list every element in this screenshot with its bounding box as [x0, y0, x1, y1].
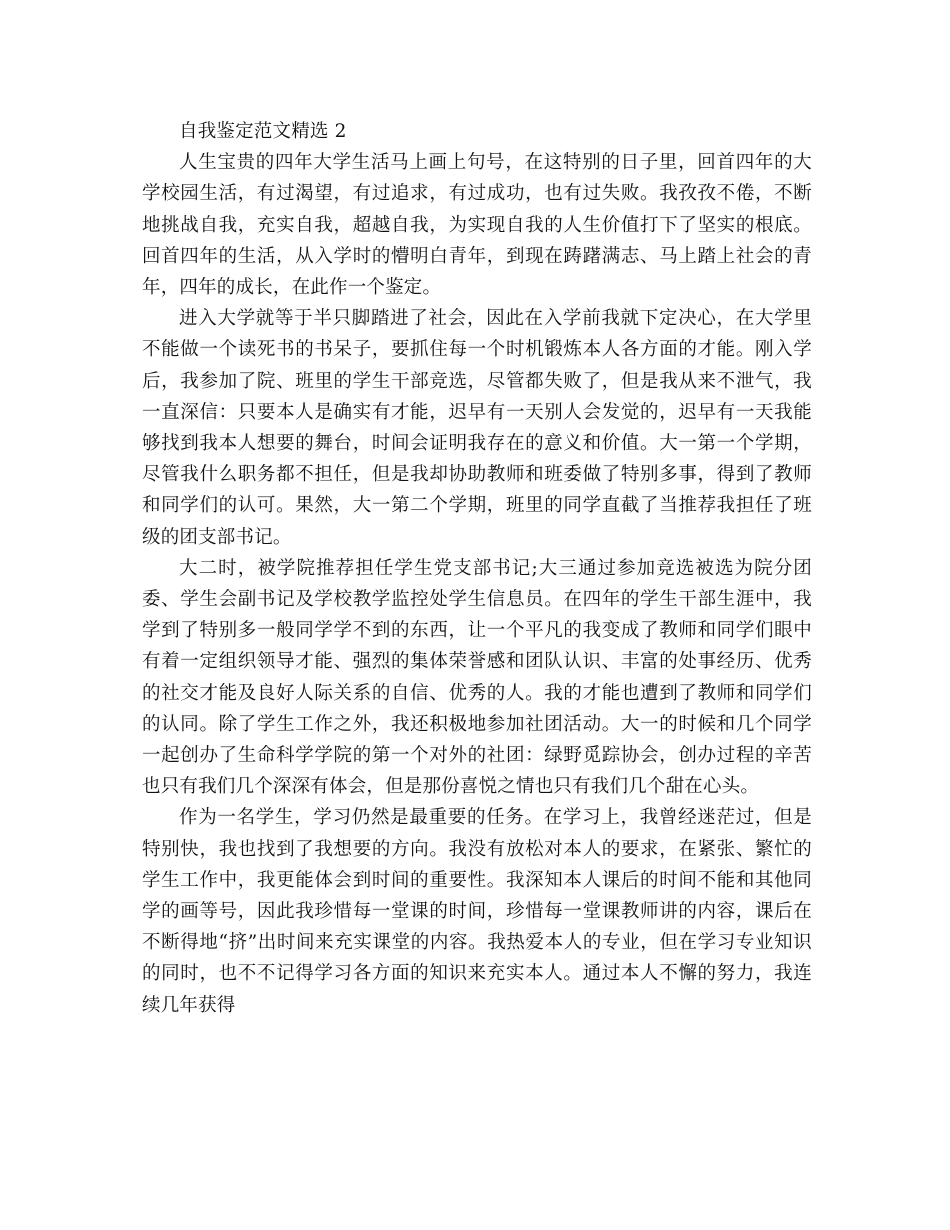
paragraph-3: 大二时，被学院推荐担任学生党支部书记;大三通过参加竞选被选为院分团委、学生会副书记及学校教学监控处学生信息员。在四年的学生干部生涯中，我学到了特别多一般同学学不到的东西，让一个平凡的我变成了教师和同学们眼中有着一定组织领导才能、强烈的集体荣誉感和团队认识、丰富的处事经历、优秀的社交才能及良好人际关系的自信、优秀的人。我的才能也遭到了教师和同学们的认同。除了学生工作之外，我还积极地参加社团活动。大一的时候和几个同学一起创办了生命科学学院的第一个对外的社团：绿野觅踪协会，创办过程的辛苦也只有我们几个深深有体会，但是那份喜悦之情也只有我们几个甜在心头。	[142, 557, 812, 798]
document-body	[142, 116, 812, 1021]
paragraph-2: 进入大学就等于半只脚踏进了社会，因此在入学前我就下定决心，在大学里不能做一个读死书的书呆子，要抓住每一个时机锻炼本人各方面的才能。刚入学后，我参加了院、班里的学生干部竞选，尽管都失败了，但是我从来不泄气，我一直深信：只要本人是确实有才能，迟早有一天别人会发觉的，迟早有一天我能够找到我本人想要的舞台，时间会证明我存在的意义和价值。大一第一个学期，尽管我什么职务都不担任，但是我却协助教师和班委做了特别多事，得到了教师和同学们的认可。果然，大一第二个学期，班里的同学直截了当推荐我担任了班级的团支部书记。	[142, 308, 812, 548]
document-title: 自我鉴定范文精选 2	[179, 121, 347, 142]
paragraph-4: 作为一名学生，学习仍然是最重要的任务。在学习上，我曾经迷茫过，但是特别快，我也找到了我想要的方向。我没有放松对本人的要求，在紧张、繁忙的学生工作中，我更能体会到时间的重要性。我深知本人课后的时间不能和其他同学的画等号，因此我珍惜每一堂课的时间，珍惜每一堂课教师讲的内容，课后在不断得地“挤”出时间来充实课堂的内容。我热爱本人的专业，但在学习专业知识的同时，也不不记得学习各方面的知识来充实本人。通过本人不懈的努力，我连续几年获得	[142, 807, 812, 1016]
paragraph-1: 人生宝贵的四年大学生活马上画上句号，在这特别的日子里，回首四年的大学校园生活，有过渴望，有过追求，有过成功，也有过失败。我孜孜不倦，不断地挑战自我，充实自我，超越自我，为实现自我的人生价值打下了坚实的根底。回首四年的生活，从入学时的懵明白青年，到现在踌躇满志、马上踏上社会的青年，四年的成长，在此作一个鉴定。	[142, 152, 812, 299]
